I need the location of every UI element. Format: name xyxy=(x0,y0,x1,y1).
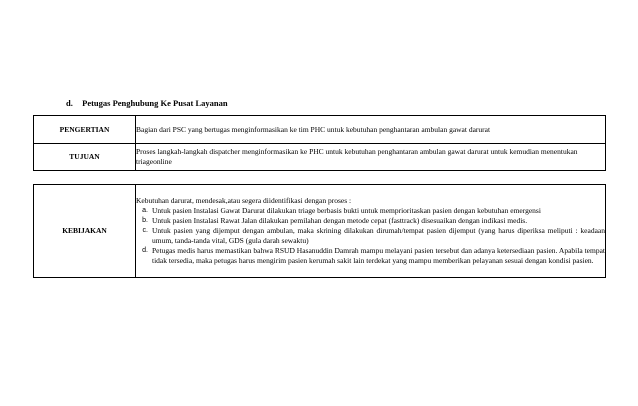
list-item xyxy=(136,226,605,246)
list-marker: a. xyxy=(142,207,148,214)
tujuan-content: Proses langkah-langkah dispatcher menginformasikan ke PHC untuk kebutuhan penghantaran ambulan gawat darurat untuk kemudian menentukan triageonline xyxy=(136,144,606,171)
list-marker: b. xyxy=(142,217,148,224)
tujuan-label: TUJUAN xyxy=(34,144,136,171)
kebijakan-intro: Kebutuhan darurat, mendesak,atau segera diidentifikasi dengan proses : xyxy=(136,196,352,205)
section-heading xyxy=(66,98,228,108)
kebijakan-list xyxy=(136,206,605,266)
policy-table xyxy=(33,184,606,278)
kebijakan-content xyxy=(136,185,606,278)
kebijakan-label: KEBIJAKAN xyxy=(34,185,136,278)
list-item-text: Untuk pasien yang dijemput dengan ambulan, maka skrining dilakukan dirumah/tempat pasien dijemput (yang harus diperiksa meliputi : keadaan umum, tanda-tanda vital, GDS (gula darah sewaktu) xyxy=(152,226,605,245)
list-item xyxy=(136,216,605,226)
row-tujuan xyxy=(34,144,606,171)
definition-table xyxy=(33,115,606,171)
list-item xyxy=(136,206,605,216)
row-pengertian xyxy=(34,116,606,144)
list-item-text: Untuk pasien Instalasi Gawat Darurat dilakukan triage berbasis bukti untuk memprioritaskan pasien dengan kebutuhan emergensi xyxy=(152,206,541,215)
pengertian-label: PENGERTIAN xyxy=(34,116,136,144)
list-marker: d. xyxy=(142,247,148,254)
section-title: Petugas Penghubung Ke Pusat Layanan xyxy=(82,98,228,108)
list-item-text: Untuk pasien Instalasi Rawat Jalan dilakukan pemilahan dengan metode cepat (fasttrack) disesuaikan dengan indikasi medis. xyxy=(152,216,528,225)
section-letter: d. xyxy=(66,98,73,108)
row-kebijakan xyxy=(34,185,606,278)
list-marker: c. xyxy=(142,227,148,234)
pengertian-content: Bagian dari PSC yang bertugas menginformasikan ke tim PHC untuk kebutuhan penghantaran ambulan gawat darurat xyxy=(136,116,606,144)
list-item-text: Petugas medis harus memastikan bahwa RSUD Hasanuddin Damrah mampu melayani pasien tersebut dan adanya ketersediaan pasien. Apabila tempat tidak tersedia, maka petugas harus mengirim pasien kerumah sakit lain terdekat yang mampu memberikan pelayanan sesuai dengan kondisi pasien. xyxy=(152,246,605,265)
list-item xyxy=(136,246,605,266)
